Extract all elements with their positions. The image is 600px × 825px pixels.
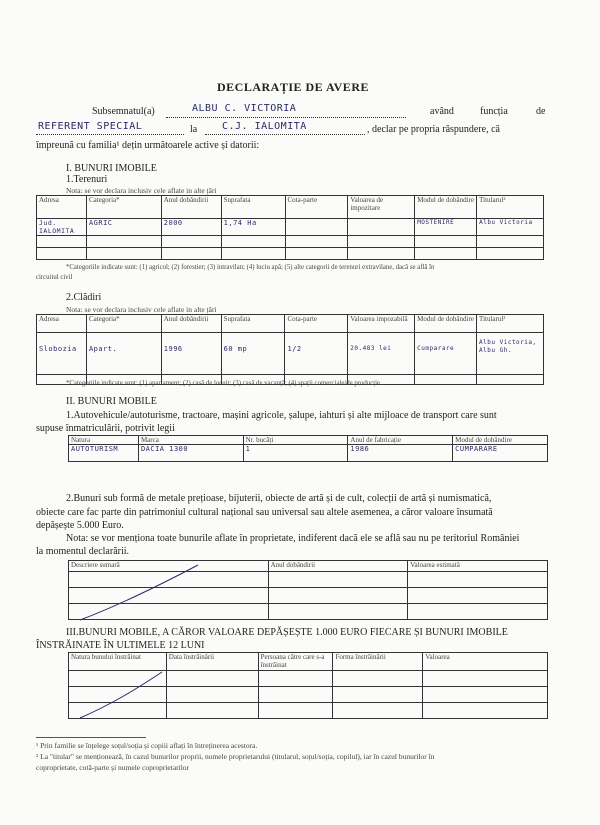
terenuri-cell-adresa: Jud. IALOMITA bbox=[37, 219, 87, 236]
metale-col-descriere: Descriere sumară bbox=[69, 561, 269, 572]
auto-cell-natura: AUTOTURISM bbox=[69, 445, 139, 462]
footnote-separator bbox=[36, 737, 146, 738]
instrainate-col-natura: Natura bunului înstrăinat bbox=[69, 653, 167, 671]
auto-col-modul: Modul de dobândire bbox=[453, 436, 548, 445]
auto-cell-anul: 1986 bbox=[348, 445, 453, 462]
terenuri-col-anul: Anul dobândirii bbox=[161, 196, 221, 219]
declar-text: , declar pe propria răspundere, că bbox=[367, 124, 500, 135]
auto-cell-nr: 1 bbox=[243, 445, 348, 462]
section-1-heading: I. BUNURI IMOBILE bbox=[66, 163, 157, 174]
terenuri-col-cota: Cota-parte bbox=[285, 196, 348, 219]
section-3-heading: III.BUNURI MOBILE, A CĂROR VALOARE DEPĂȘEȘTE 1.000 EURO FIECARE ȘI BUNURI IMOBILE bbox=[66, 627, 508, 638]
terenuri-col-adresa: Adresa bbox=[37, 196, 87, 219]
cladiri-cell-valoarea: 20.483 lei bbox=[348, 333, 415, 375]
page-title: DECLARAȚIE DE AVERE bbox=[217, 80, 369, 94]
cladiri-cell-modul: Cumparare bbox=[415, 333, 477, 375]
cladiri-col-titularul: Titularul² bbox=[477, 315, 544, 333]
auto-cell-modul: CUMPARARE bbox=[453, 445, 548, 462]
cladiri-cell-categoria: Apart. bbox=[86, 333, 161, 375]
cladiri-cell-suprafata: 60 mp bbox=[221, 333, 285, 375]
terenuri-footnote-2: circuitul civil bbox=[36, 274, 73, 281]
cladiri-note: Nota: se vor declara inclusiv cele aflate in alte țări bbox=[66, 305, 217, 314]
cladiri-footnote: *Categoriile indicate sunt: (1) apartament; (2) casă de locuit; (3) casă de vacanță; (4) spații comerciale/de producție bbox=[66, 380, 381, 387]
terenuri-cell-modul: MOSTENIRE bbox=[415, 219, 477, 236]
terenuri-col-titularul: Titularul² bbox=[477, 196, 544, 219]
footnote-2-cont: coproprietate, cotă-parte și numele coproprietarilor bbox=[36, 763, 190, 772]
employer-value: C.J. IALOMITA bbox=[222, 121, 307, 132]
cladiri-cell-anul: 1996 bbox=[161, 333, 221, 375]
terenuri-col-suprafata: Suprafata bbox=[221, 196, 285, 219]
terenuri-heading: 1.Terenuri bbox=[66, 174, 108, 185]
auto-text-2: supuse înmatriculării, potrivit legii bbox=[36, 423, 175, 434]
cladiri-cell-cota: 1/2 bbox=[285, 333, 348, 375]
section-3-heading-2: ÎNSTRĂINATE ÎN ULTIMELE 12 LUNI bbox=[36, 640, 205, 651]
avand-label: având bbox=[430, 106, 454, 117]
footnote-1: ¹ Prin familie se înțelege soțul/soția și copiii aflați în întreținerea acestora. bbox=[36, 741, 258, 750]
metale-col-valoarea: Valoarea estimată bbox=[408, 561, 548, 572]
de-label: de bbox=[536, 106, 546, 117]
metale-text-2: obiecte care fac parte din patrimoniul cultural național sau universal sau altele asemenea, a căror valoare însumată bbox=[36, 507, 493, 518]
terenuri-col-categoria: Categoria* bbox=[86, 196, 161, 219]
cladiri-heading: 2.Clădiri bbox=[66, 292, 102, 303]
terenuri-cell-categoria: AGRIC bbox=[86, 219, 161, 236]
auto-col-marca: Marca bbox=[138, 436, 243, 445]
terenuri-cell-suprafata: 1,74 Ha bbox=[221, 219, 285, 236]
terenuri-note: Nota: se vor declara inclusiv cele aflate in alte țări bbox=[66, 186, 217, 195]
terenuri-cell-titularul: Albu Victoria bbox=[477, 219, 544, 236]
subsemnatul-label: Subsemnatul(a) bbox=[92, 106, 155, 117]
functia-label: funcția bbox=[480, 106, 508, 117]
metale-text-1: 2.Bunuri sub formă de metale prețioase, bijuterii, obiecte de artă și de cult, colecții de artă și numismatică, bbox=[66, 493, 492, 504]
cladiri-cell-titularul: Albu Victoria, Albu Gh. bbox=[477, 333, 544, 375]
instrainate-col-forma: Forma înstrăinării bbox=[333, 653, 423, 671]
terenuri-col-valoarea: Valoarea de impozitare bbox=[348, 196, 415, 219]
metale-note-2: la momentul declarării. bbox=[36, 546, 130, 557]
terenuri-footnote: *Categoriile indicate sunt: (1) agricol; (2) forestier; (3) intravilan; (4) luciu apă; (5) alte categorii de terenuri extravilane, dacă se află în bbox=[66, 264, 435, 271]
auto-cell-marca: DACIA 1300 bbox=[138, 445, 243, 462]
cladiri-col-valoarea: Valoarea impozabilă bbox=[348, 315, 415, 333]
auto-col-anul: Anul de fabricație bbox=[348, 436, 453, 445]
function-value: REFERENT SPECIAL bbox=[38, 121, 143, 132]
section-2-heading: II. BUNURI MOBILE bbox=[66, 396, 157, 407]
cladiri-cell-adresa: Slobozia bbox=[37, 333, 87, 375]
auto-col-nr: Nr. bucăți bbox=[243, 436, 348, 445]
metale-col-anul: Anul dobândirii bbox=[268, 561, 408, 572]
cladiri-col-categoria: Categoria* bbox=[86, 315, 161, 333]
cladiri-col-suprafata: Suprafata bbox=[221, 315, 285, 333]
cladiri-col-cota: Cota-parte bbox=[285, 315, 348, 333]
la-label: la bbox=[190, 124, 198, 135]
footnote-2: ² La "titular" se menționează, în cazul bunurilor proprii, numele proprietarului (titularul, soțul/soția, copilul), iar în cazul bunurilor în bbox=[36, 752, 435, 761]
cladiri-col-adresa: Adresa bbox=[37, 315, 87, 333]
instrainate-col-persoana: Persoana către care s-a înstrăinat bbox=[258, 653, 333, 671]
instrainate-col-valoarea: Valoarea bbox=[423, 653, 548, 671]
intro-line-3: împreună cu familia¹ dețin următoarele active și datorii: bbox=[36, 140, 260, 151]
terenuri-col-modul: Modul de dobândire bbox=[415, 196, 477, 219]
metale-text-3: depășește 5.000 Euro. bbox=[36, 520, 124, 531]
instrainate-col-data: Data înstrăinării bbox=[166, 653, 258, 671]
terenuri-cell-anul: 2000 bbox=[161, 219, 221, 236]
declarant-name: ALBU C. VICTORIA bbox=[192, 103, 297, 114]
auto-text-1: 1.Autovehicule/autoturisme, tractoare, mașini agricole, șalupe, iahturi și alte mijloace de transport care sunt bbox=[66, 410, 497, 421]
auto-col-natura: Natura bbox=[69, 436, 139, 445]
metale-note-1: Nota: se vor menționa toate bunurile aflate în proprietate, indiferent dacă ele se află sau nu pe teritoriul României bbox=[66, 533, 520, 544]
cladiri-col-anul: Anul dobândirii bbox=[161, 315, 221, 333]
cladiri-col-modul: Modul de dobândire bbox=[415, 315, 477, 333]
